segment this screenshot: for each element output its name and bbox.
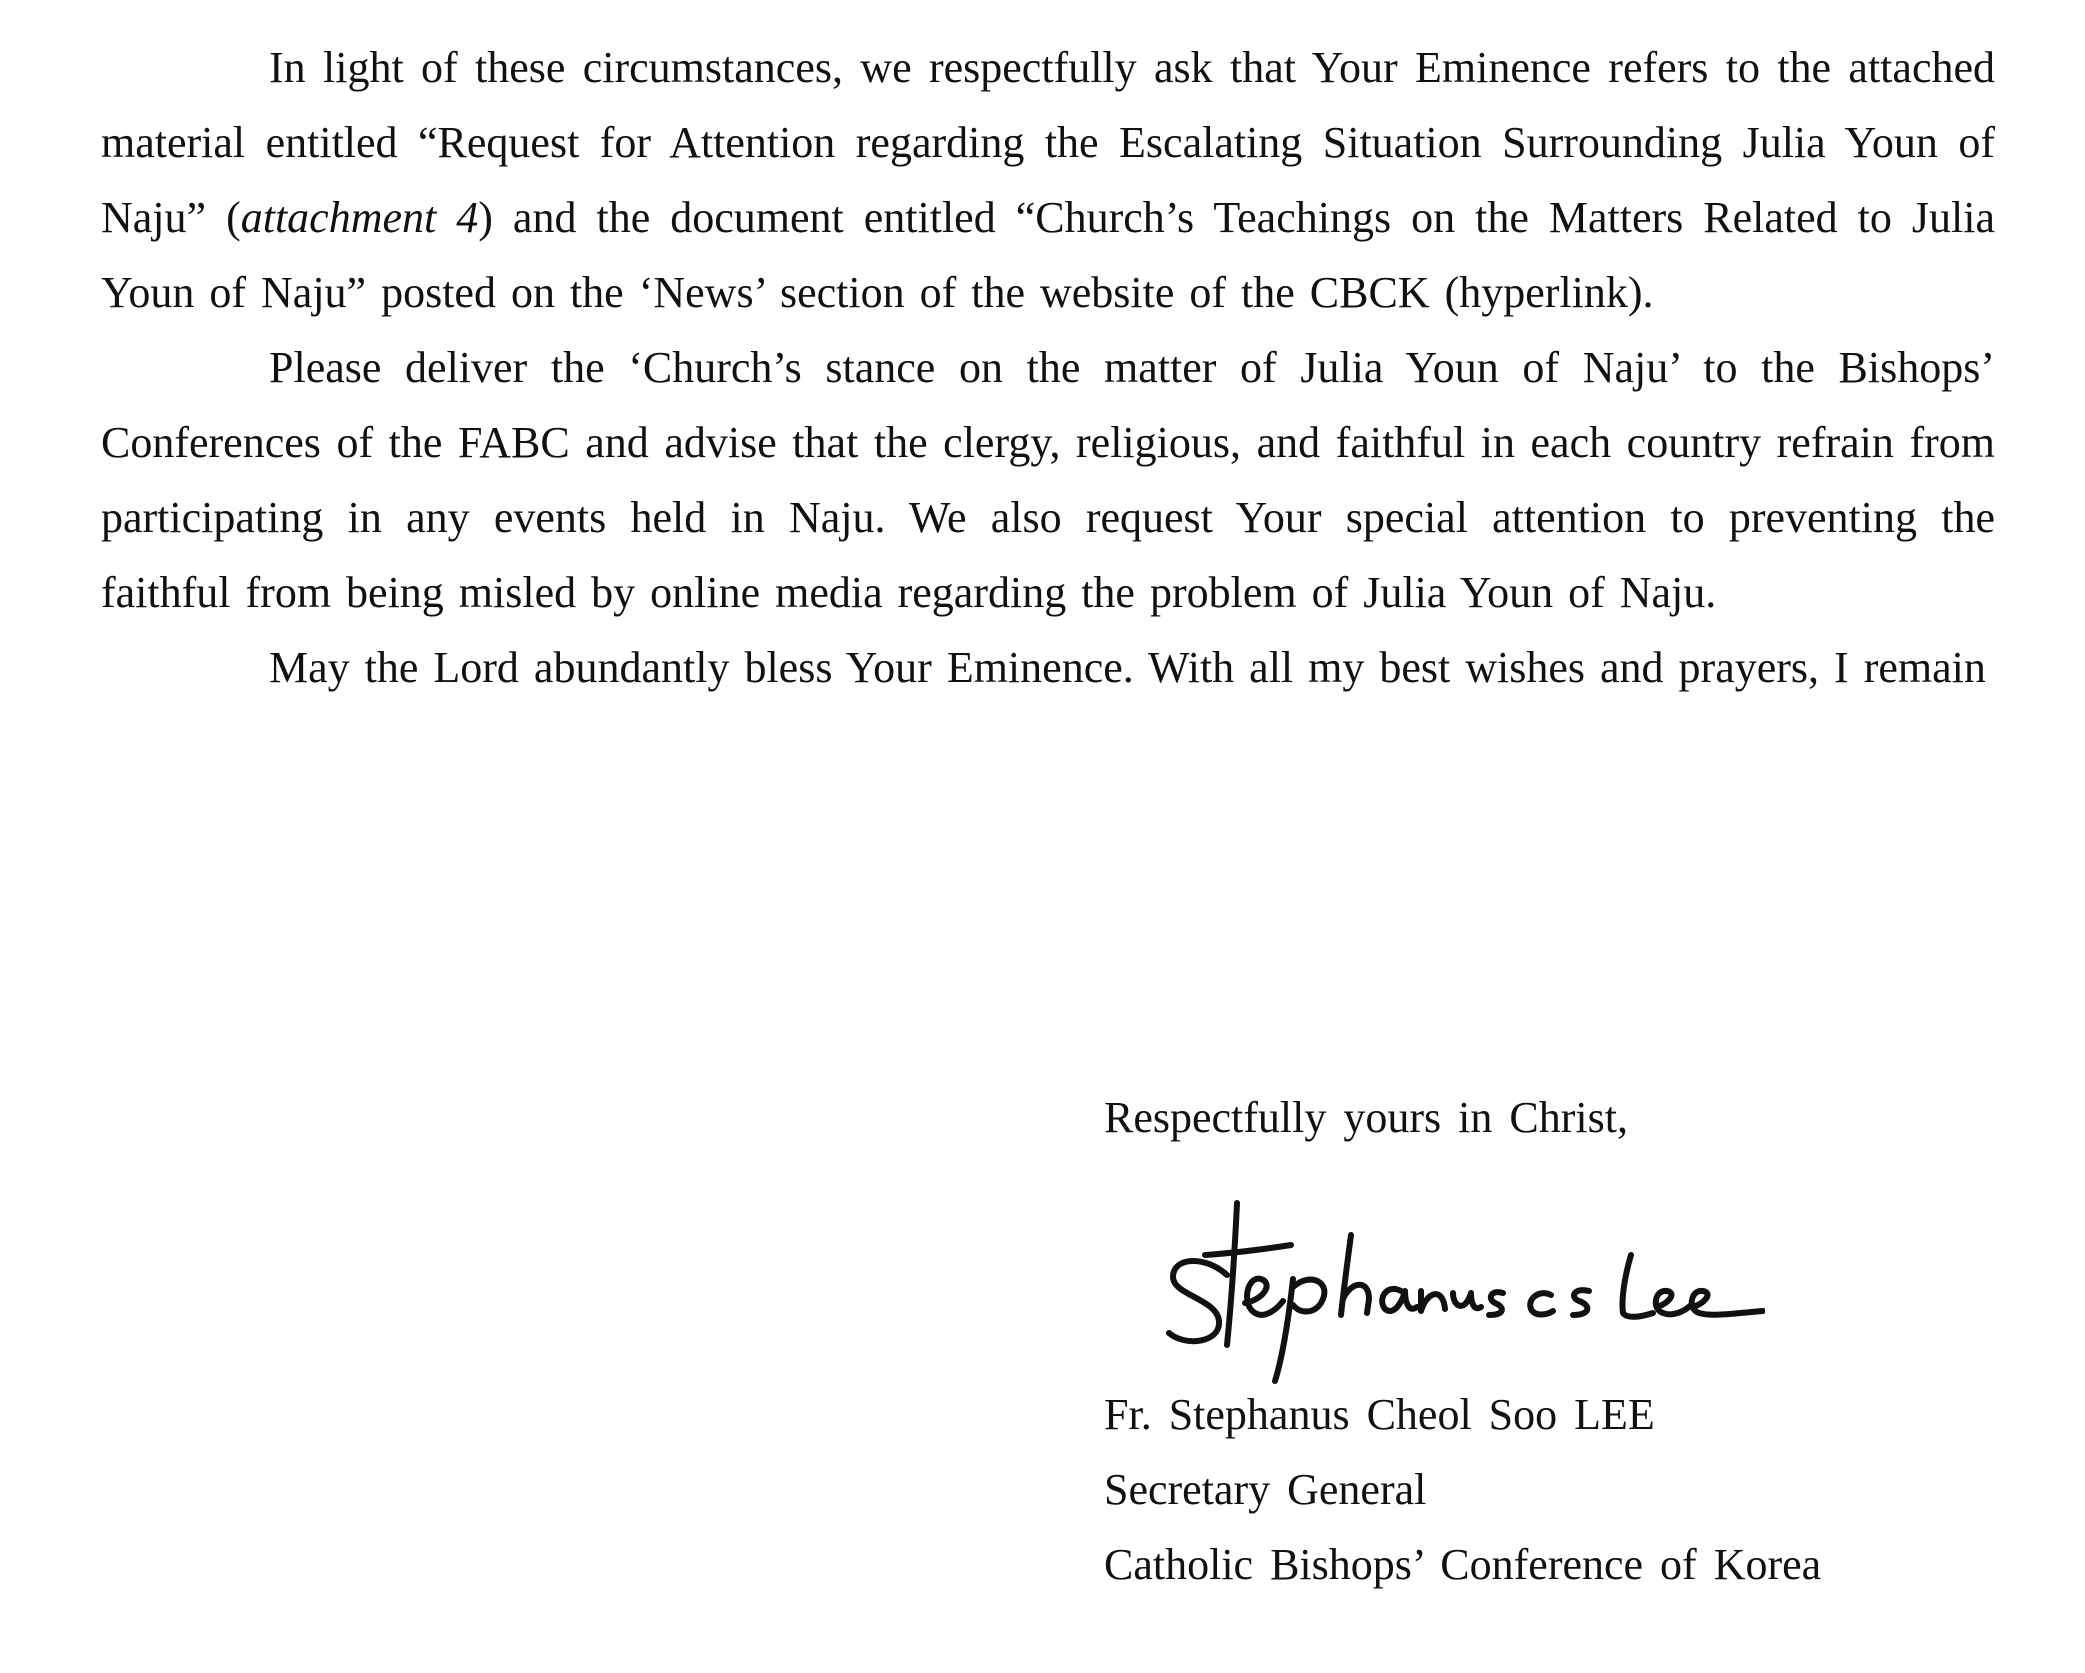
closing-salutation: Respectfully yours in Christ, [1104, 1093, 1628, 1142]
signer-title: Secretary General [1104, 1465, 1427, 1514]
paragraph-request-attention [101, 30, 1995, 330]
paragraph-3-text: May the Lord abundantly bless Your Eminence. With all my best wishes and prayers, I remain [269, 643, 1986, 692]
handwritten-signature [1165, 1195, 1765, 1385]
signature-block [1104, 1377, 1821, 1602]
signer-name: Fr. Stephanus Cheol Soo LEE [1104, 1390, 1655, 1439]
paragraph-1-text: In light of these circumstances, we respectfully ask that Your Eminence refers to the attached material entitled “Request for Attention regarding the Escalating Situation Surrounding Julia Youn of Naju” ( [101, 43, 1995, 242]
paragraph-2-text: Please deliver the ‘Church’s stance on the matter of Julia Youn of Naju’ to the Bishops’ Conferences of the FABC and advise that the clergy, religious, and faithful in each country refrain from participating in any events held in Naju. We also request Your special attention to preventing the faithful from being misled by online media regarding the problem of Julia Youn of Naju. [101, 343, 1995, 617]
signer-organization: Catholic Bishops’ Conference of Korea [1104, 1540, 1822, 1589]
paragraph-deliver-stance [101, 330, 1995, 630]
attachment-reference: attachment 4 [240, 193, 479, 242]
letter-body [101, 30, 1995, 705]
paragraph-1-text-continued: ) and the document entitled “Church’s Teachings on the Matters Related to Julia Youn of Naju” posted on the ‘News’ section of the website of the CBCK (hyperlink). [101, 193, 1996, 317]
paragraph-blessing [101, 630, 1995, 705]
